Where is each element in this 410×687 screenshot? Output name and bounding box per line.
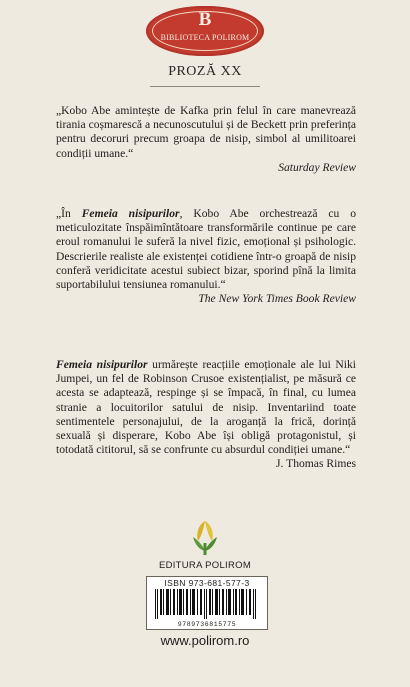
book-title: Femeia nisipurilor [81,207,180,220]
quote-block [56,207,356,306]
isbn-text: ISBN 973-681-577-3 [164,578,250,588]
quote-text: „Kobo Abe amintește de Kafka prin felul în care manevrează tirania coșmarescă a necunoscutului și de Beckett prin preferința pentru decoruri precum groapa de nisip, simbol al umilitoarei condiții umane.“ [56,104,356,160]
quote-source: J. Thomas Rimes [276,457,356,471]
publisher-name: EDITURA POLIROM [158,560,252,571]
quote-source: The New York Times Book Review [198,292,356,306]
divider [150,86,260,87]
badge-title: BIBLIOTECA POLIROM [160,33,250,42]
badge-letter: B [198,9,212,30]
quote-lead: „În [56,207,82,220]
website-link[interactable]: www.polirom.ro [160,633,250,648]
barcode-icon [155,589,259,619]
polirom-logo-icon [0,517,410,557]
quote-text [56,207,356,292]
quote-body: urmărește reacțiile emoționale ale lui Niki Jumpei, un fel de Robinson Crusoe existențialist, pe măsură ce acesta se adaptează, respinge și se împacă, în final, cu lumea stranie a locuitorilor satului de nisip. Inventariind toate sentimentele personajului, de la aroganță la frică, dorință sexuală și disperare, Kobo Abe își obligă protagonistul, și totodată cititorul, să se confrunte cu absurdul condiției umane.“ [56,358,356,457]
barcode-digits: 9789736815775 [177,621,237,628]
series-label: PROZĂ XX [168,64,242,79]
quote-text [56,358,356,457]
isbn-barcode-box [146,576,268,630]
quote-block [56,358,356,472]
quote-block [56,104,356,175]
collection-badge [146,6,264,56]
quote-source: Saturday Review [278,160,356,174]
quote-body: , Kobo Abe orchestrează cu o meticulozitate înspăimîntătoare transformările continue pe care eroul romanului le suferă la nivel fizic, emoțional și psihologic. Descrierile realiste ale existenței cotidiene într-o groapă de nisip conferă veridicitate acestui subiect bizar, sporind pînă la limita suportabilului tensiunea romanului.“ [56,207,356,292]
book-title: Femeia nisipurilor [56,358,148,371]
